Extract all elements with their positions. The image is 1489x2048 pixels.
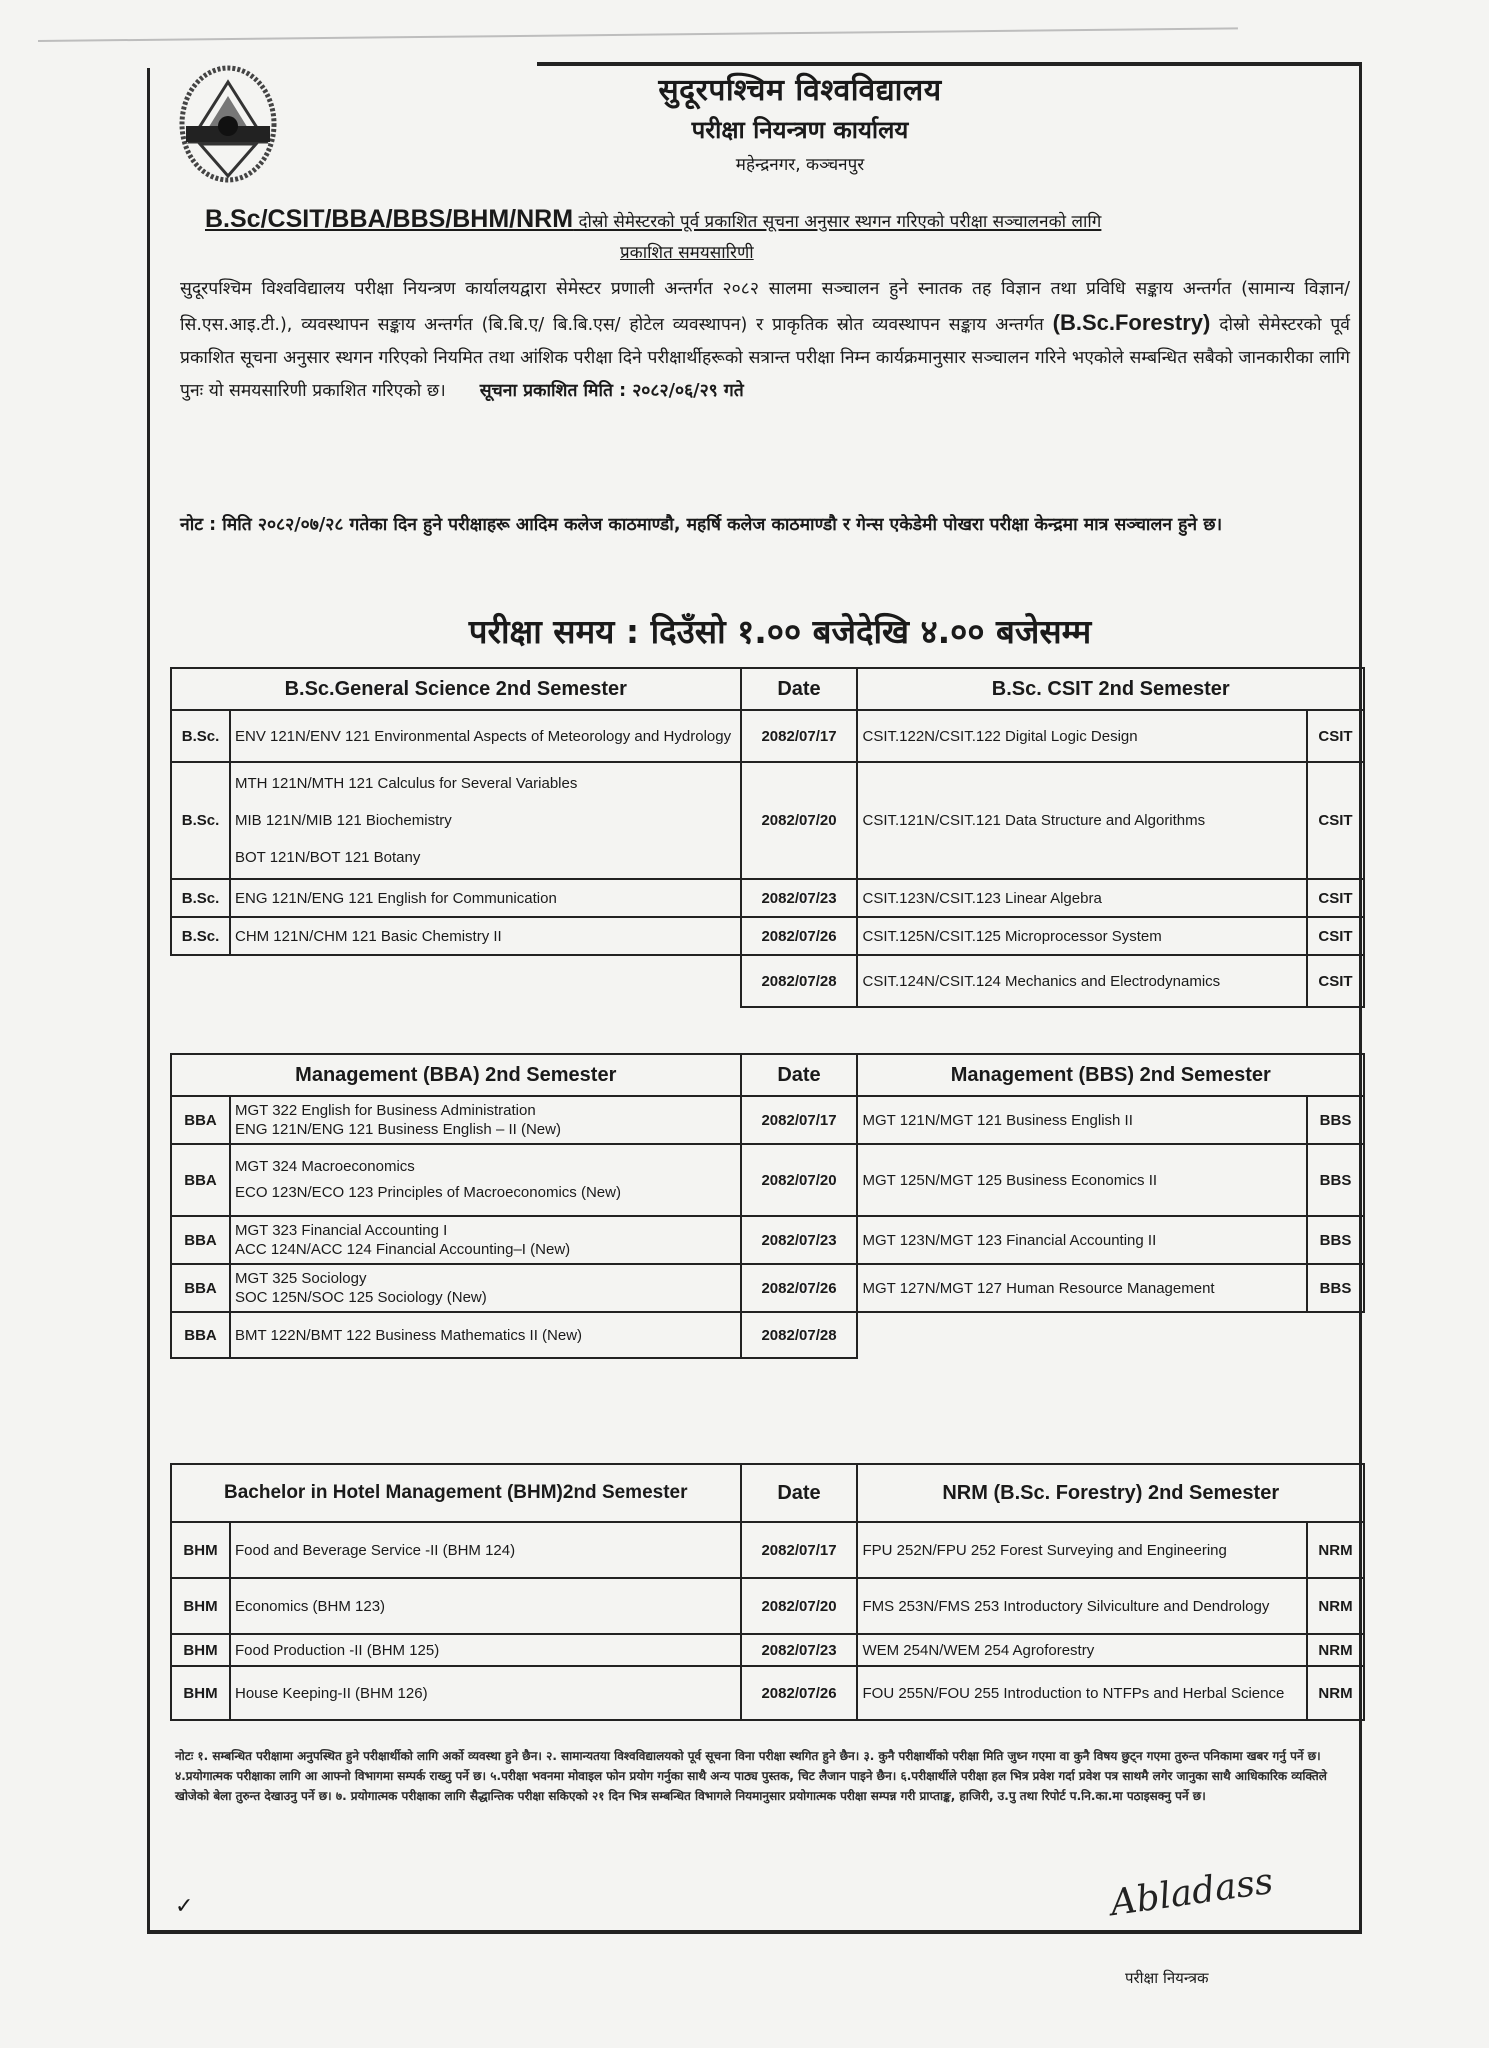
program-tag: BBS xyxy=(1307,1144,1364,1216)
subject-cell: ENG 121N/ENG 121 English for Communication xyxy=(230,879,741,917)
subject-cell: CSIT.123N/CSIT.123 Linear Algebra xyxy=(857,879,1307,917)
subject-cell: CSIT.125N/CSIT.125 Microprocessor System xyxy=(857,917,1307,955)
date-cell: 2082/07/17 xyxy=(741,1096,858,1144)
subject-cell: CHM 121N/CHM 121 Basic Chemistry II xyxy=(230,917,741,955)
subject-cell: BMT 122N/BMT 122 Business Mathematics II (New) xyxy=(230,1312,741,1358)
subject-cell: CSIT.124N/CSIT.124 Mechanics and Electrodynamics xyxy=(857,955,1307,1007)
table-row xyxy=(171,762,1364,879)
subject-cell: Food and Beverage Service -II (BHM 124) xyxy=(230,1522,741,1578)
table-row xyxy=(171,1312,1364,1358)
subject-cell: WEM 254N/WEM 254 Agroforestry xyxy=(857,1634,1307,1666)
date-cell: 2082/07/17 xyxy=(741,1522,858,1578)
program-tag: BBA xyxy=(171,1216,230,1264)
date-cell: 2082/07/23 xyxy=(741,1216,858,1264)
subject-cell: MGT 127N/MGT 127 Human Resource Management xyxy=(857,1264,1307,1312)
empty-cell xyxy=(857,1312,1307,1358)
table-row xyxy=(171,1522,1364,1578)
program-tag: BHM xyxy=(171,1666,230,1720)
program-tag: CSIT xyxy=(1307,917,1364,955)
program-tag: NRM xyxy=(1307,1666,1364,1720)
subject-cell: MGT 125N/MGT 125 Business Economics II xyxy=(857,1144,1307,1216)
table-row xyxy=(171,1096,1364,1144)
subject-line: MGT 323 Financial Accounting I xyxy=(234,1222,448,1239)
subject-cell: Food Production -II (BHM 125) xyxy=(230,1634,741,1666)
program-tag: BHM xyxy=(171,1634,230,1666)
date-cell: 2082/07/20 xyxy=(741,1144,858,1216)
date-cell: 2082/07/28 xyxy=(741,1312,858,1358)
date-cell: 2082/07/17 xyxy=(741,710,858,762)
subject-cell: ENV 121N/ENV 121 Environmental Aspects of Meteorology and Hydrology xyxy=(230,710,741,762)
date-header: Date xyxy=(741,1054,858,1096)
program-tag: B.Sc. xyxy=(171,879,230,917)
date-cell: 2082/07/28 xyxy=(741,955,858,1007)
date-header: Date xyxy=(741,668,858,710)
table-row xyxy=(171,1216,1364,1264)
controller-signature: Abladass xyxy=(1107,1860,1276,1925)
signatory-title: परीक्षा नियन्त्रक xyxy=(1125,1969,1209,1987)
bba-bbs-schedule-table xyxy=(170,1053,1365,1359)
program-tag: BBA xyxy=(171,1312,230,1358)
subject-cell xyxy=(230,1264,741,1312)
date-cell: 2082/07/26 xyxy=(741,917,858,955)
bba-header: Management (BBA) 2nd Semester xyxy=(171,1054,741,1096)
date-cell: 2082/07/23 xyxy=(741,1634,858,1666)
subject-line: ENG 121N/ENG 121 Business English – II (New) xyxy=(234,1121,561,1138)
program-tag: B.Sc. xyxy=(171,710,230,762)
document-subtitle: प्रकाशित समयसारिणी xyxy=(620,243,754,263)
published-date: सूचना प्रकाशित मिति : २०८२/०६/२९ गते xyxy=(479,381,744,401)
subject-cell: Economics (BHM 123) xyxy=(230,1578,741,1634)
subject-cell xyxy=(230,1096,741,1144)
tick-mark-icon: ✓ xyxy=(175,1893,194,1918)
subject-line: BOT 121N/BOT 121 Botany xyxy=(234,849,421,866)
table-row xyxy=(171,1578,1364,1634)
program-tag: BBS xyxy=(1307,1216,1364,1264)
subject-line: MGT 325 Sociology xyxy=(234,1270,367,1287)
table-row xyxy=(171,879,1364,917)
document-title xyxy=(205,205,1355,234)
subject-cell: House Keeping-II (BHM 126) xyxy=(230,1666,741,1720)
exam-center-note: नोट : मिति २०८२/०७/२८ गतेका दिन हुने परीक्षाहरू आदिम कलेज काठमाण्डौ, महर्षि कलेज काठमाण्डौ र गेन्स एकेडेमी पोखरा परीक्षा केन्द्रमा मात्र सञ्चालन हुने छ। xyxy=(180,515,1223,535)
program-tag: BBS xyxy=(1307,1096,1364,1144)
empty-cell xyxy=(1307,1312,1364,1358)
subject-cell xyxy=(230,1144,741,1216)
subject-cell: FMS 253N/FMS 253 Introductory Silviculture and Dendrology xyxy=(857,1578,1307,1634)
date-header: Date xyxy=(741,1464,858,1522)
subject-line: MIB 121N/MIB 121 Biochemistry xyxy=(234,812,452,829)
program-tag: CSIT xyxy=(1307,955,1364,1007)
program-tag: CSIT xyxy=(1307,879,1364,917)
intro-forestry: (B.Sc.Forestry) xyxy=(1052,310,1211,335)
empty-cell xyxy=(230,955,741,1007)
document-header xyxy=(400,64,1200,175)
program-tag: NRM xyxy=(1307,1634,1364,1666)
footnotes: नोटः १. सम्बन्धित परीक्षामा अनुपस्थित हुने परीक्षार्थीको लागि अर्को व्यवस्था हुने छैन। २. सामान्यतया विश्वविद्यालयको पूर्व सूचना विना परीक्षा स्थगित हुने छैन। ३. कुनै परीक्षार्थीको परीक्षा मिति जुध्न गएमा वा कुनै विषय छुट्न गएमा तुरुन्त पनिकामा खबर गर्नु पर्ने छ। ४.प्रयोगात्मक परीक्षाका लागि आ आफ्नो विभागमा सम्पर्क राख्नु पर्ने छ। ५.परीक्षा भवनमा मोवाइल फोन प्रयोग गर्नुका साथै अन्य पाठ्य पुस्तक, चिट लैजान पाइने छैन। ६.परीक्षार्थीले परीक्षा हल भित्र प्रवेश गर्दा प्रवेश पत्र साथमै लगेर जानुका साथै आधिकारिक व्यक्तिले खोजेको बेला तुरुन्त देखाउनु पर्ने छ। ७. प्रयोगात्मक परीक्षाका लागि सैद्धान्तिक परीक्षा सकिएको २१ दिन भित्र सम्बन्धित विभागले नियमानुसार प्रयोगात्मक परीक्षा सम्पन्न गरी प्राप्ताङ्क, हाजिरी, उ.पु तथा रिपोर्ट प.नि.का.मा पठाइसक्नु पर्ने छ। xyxy=(175,1749,1327,1803)
program-tag: BBS xyxy=(1307,1264,1364,1312)
bsc-csit-schedule-table xyxy=(170,667,1365,1008)
table-row xyxy=(171,1634,1364,1666)
table-row xyxy=(171,1264,1364,1312)
university-name: सुदूरपश्चिम विश्वविद्यालय xyxy=(658,73,942,108)
subject-cell: FPU 252N/FPU 252 Forest Surveying and Engineering xyxy=(857,1522,1307,1578)
title-description: दोस्रो सेमेस्टरको पूर्व प्रकाशित सूचना अनुसार स्थगन गरिएको परीक्षा सञ्चालनको लागि xyxy=(573,212,1102,232)
bhm-header: Bachelor in Hotel Management (BHM)2nd Semester xyxy=(171,1464,741,1522)
office-location: महेन्द्रनगर, कञ्चनपुर xyxy=(735,155,865,175)
subject-cell: CSIT.122N/CSIT.122 Digital Logic Design xyxy=(857,710,1307,762)
date-cell: 2082/07/26 xyxy=(741,1666,858,1720)
table-row xyxy=(171,917,1364,955)
date-cell: 2082/07/20 xyxy=(741,762,858,879)
program-tag: B.Sc. xyxy=(171,917,230,955)
subject-line: ACC 124N/ACC 124 Financial Accounting–I (New) xyxy=(234,1241,571,1258)
subject-line: MGT 322 English for Business Administration xyxy=(234,1102,536,1119)
program-tag: B.Sc. xyxy=(171,762,230,879)
subject-cell: FOU 255N/FOU 255 Introduction to NTFPs and Herbal Science xyxy=(857,1666,1307,1720)
date-cell: 2082/07/20 xyxy=(741,1578,858,1634)
program-tag: BHM xyxy=(171,1522,230,1578)
office-name: परीक्षा नियन्त्रण कार्यालय xyxy=(691,116,909,144)
program-tag: NRM xyxy=(1307,1578,1364,1634)
bhm-nrm-schedule-table xyxy=(170,1463,1365,1721)
university-logo-icon xyxy=(178,64,278,184)
table-header-row xyxy=(171,668,1364,710)
table-row xyxy=(171,710,1364,762)
date-cell: 2082/07/26 xyxy=(741,1264,858,1312)
bbs-header: Management (BBS) 2nd Semester xyxy=(857,1054,1364,1096)
scan-edge-line xyxy=(38,27,1238,42)
table-row xyxy=(171,1144,1364,1216)
subject-cell xyxy=(230,1216,741,1264)
date-cell: 2082/07/23 xyxy=(741,879,858,917)
subject-line: MGT 324 Macroeconomics xyxy=(234,1158,415,1175)
table-header-row xyxy=(171,1464,1364,1522)
table-row xyxy=(171,1666,1364,1720)
subject-line: SOC 125N/SOC 125 Sociology (New) xyxy=(234,1289,487,1306)
table-row xyxy=(171,955,1364,1007)
subject-line: MTH 121N/MTH 121 Calculus for Several Variables xyxy=(234,775,578,792)
nrm-header: NRM (B.Sc. Forestry) 2nd Semester xyxy=(857,1464,1364,1522)
exam-time-heading: परीक्षा समय : दिउँसो १.०० बजेदेखि ४.०० बजेसम्म xyxy=(468,612,1092,651)
program-tag: BBA xyxy=(171,1096,230,1144)
intro-paragraph xyxy=(180,273,1350,408)
bsc-header: B.Sc.General Science 2nd Semester xyxy=(171,668,741,710)
subject-cell xyxy=(230,762,741,879)
subject-cell: MGT 121N/MGT 121 Business English II xyxy=(857,1096,1307,1144)
subject-cell: MGT 123N/MGT 123 Financial Accounting II xyxy=(857,1216,1307,1264)
program-tag: CSIT xyxy=(1307,762,1364,879)
program-tag: BBA xyxy=(171,1264,230,1312)
table-header-row xyxy=(171,1054,1364,1096)
program-tag: BHM xyxy=(171,1578,230,1634)
intro-text-2: दोस्रो सेमेस्टरको पूर्व प्रकाशित सूचना अनुसार स्थगन गरिएको नियमित तथा आंशिक परीक्षा दिने परीक्षार्थीहरूको सत्रान्त परीक्षा निम्न कार्यक्रमानुसार सञ्चालन गरिने भएकोले सम्बन्धित सबैको जानकारीका लागि पुनः यो समयसारिणी प्रकाशित गरिएको छ। xyxy=(180,315,1350,401)
program-tag: CSIT xyxy=(1307,710,1364,762)
intro-text-1: सुदूरपश्चिम विश्वविद्यालय परीक्षा नियन्त्रण कार्यालयद्वारा सेमेस्टर प्रणाली अन्तर्गत २०८२ सालमा सञ्चालन हुने स्नातक तह विज्ञान तथा प्रविधि सङ्काय अन्तर्गत (सामान्य विज्ञान/सि.एस.आइ.टी.), व्यवस्थापन सङ्काय अन्तर्गत (बि.बि.ए/ बि.बि.एस/ होटेल व्यवस्थापन) र प्राकृतिक स्रोत व्यवस्थापन सङ्काय अन्तर्गत xyxy=(180,279,1350,335)
program-tag: NRM xyxy=(1307,1522,1364,1578)
subject-line: ECO 123N/ECO 123 Principles of Macroeconomics (New) xyxy=(234,1184,621,1201)
empty-cell xyxy=(171,955,230,1007)
csit-header: B.Sc. CSIT 2nd Semester xyxy=(857,668,1364,710)
subject-cell: CSIT.121N/CSIT.121 Data Structure and Algorithms xyxy=(857,762,1307,879)
program-tag: BBA xyxy=(171,1144,230,1216)
title-programs: B.Sc/CSIT/BBA/BBS/BHM/NRM xyxy=(205,205,574,233)
